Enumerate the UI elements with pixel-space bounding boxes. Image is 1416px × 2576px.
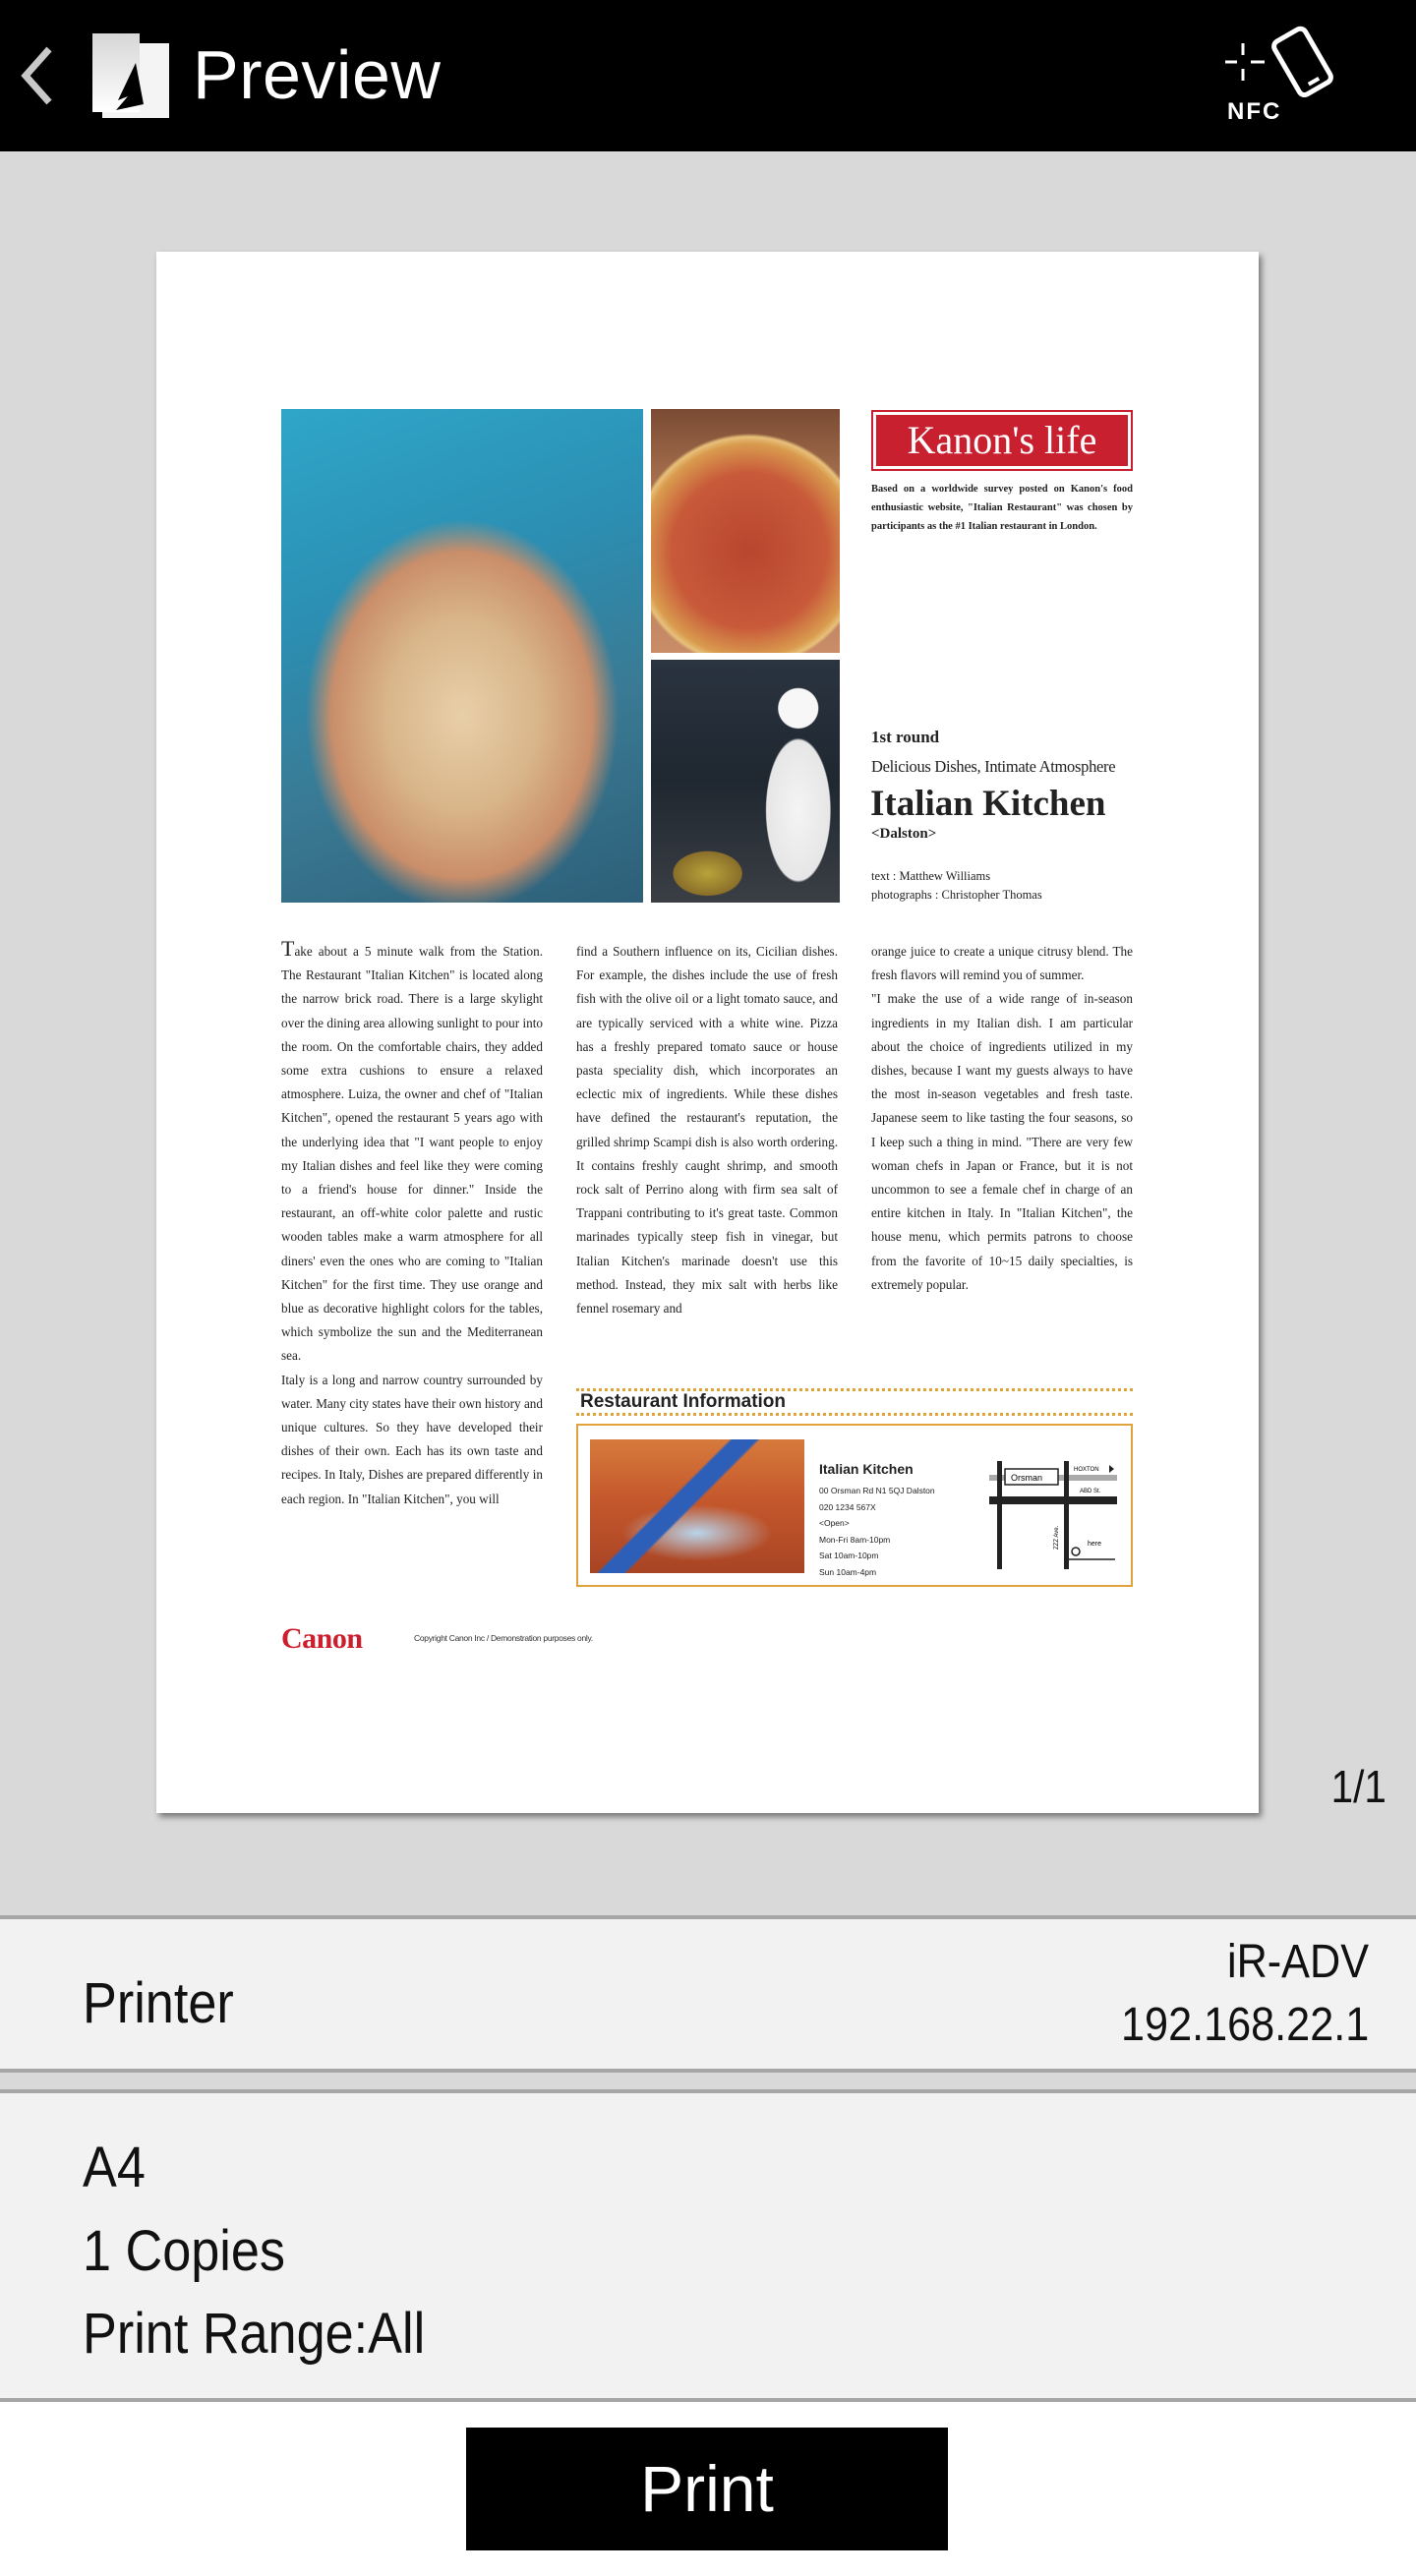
article-column-3: orange juice to create a unique citrusy blend. The fresh flavors will remind you of summer. "I make the use of a wide range of in-season ingredients in my Italian dish. I am particular about the choice of ingredients utilized in my dishes, because I want my guests always to have the most in-season vegetables and fresh taste. Japanese seem to like tasting the four seasons, so I keep such a thing in mind. "There are very few woman chefs in Japan or France, but it is not uncommon to see a female chef in charge of an entire kitchen in Italy. In "Italian Kitchen", the house menu, which permits patrons to choose from the favorite of 10~15 daily specialties, is extremely popular. xyxy=(871,944,1133,1292)
svg-text:ABD St.: ABD St. xyxy=(1080,1489,1101,1494)
kanon-blurb: Based on a worldwide survey posted on Kanon's food enthusiastic website, "Italian Restaurant" was chosen by participants as the #1 Italian restaurant in London. xyxy=(871,484,1133,532)
chef-photo xyxy=(651,660,840,903)
nfc-label: NFC xyxy=(1227,98,1282,125)
article-column-2: find a Southern influence on its, Cicilian dishes. For example, the dishes include the use of fresh fish with the olive oil or a light tomato sauce, and are typically serviced with a white wine. Pizza has a freshly prepared tomato sauce or house pasta speciality dish, which incorporates an eclectic mix of ingredients. While these dishes have defined the restaurant's reputation, the grilled shrimp Scampi dish is also worth ordering. It contains freshly caught shrimp, and smooth rock salt of Perrino along with firm sea salt of Trappani contributing to it's great taste. Common marinades typically steep fish in vinegar, but Italian Kitchen's marinade doesn't use this method. Instead, they mix salt with herbs like fennel rosemary and xyxy=(576,944,838,1317)
article-location: <Dalston> xyxy=(871,826,937,842)
kanon-banner: Kanon's life xyxy=(871,410,1133,471)
svg-text:Orsman: Orsman xyxy=(1011,1473,1043,1483)
printer-label: Printer xyxy=(83,1971,234,2035)
credit-photos: photographs : Christopher Thomas xyxy=(871,888,1042,902)
article-credits xyxy=(871,867,1042,905)
document-page-preview[interactable] xyxy=(156,252,1259,1813)
article-subtitle: Delicious Dishes, Intimate Atmosphere xyxy=(871,757,1116,776)
nfc-phone-icon xyxy=(1215,20,1343,98)
page-counter: 1/1 xyxy=(1330,1761,1386,1812)
article-title: Italian Kitchen xyxy=(870,784,1106,824)
restaurant-map xyxy=(989,1461,1117,1569)
restaurant-info-heading: Restaurant Information xyxy=(576,1388,1133,1416)
restaurant-info-box xyxy=(576,1424,1133,1587)
paper-size: A4 xyxy=(83,2136,146,2199)
document-preview-icon xyxy=(90,31,171,118)
page-title: Preview xyxy=(193,36,442,113)
copyright-text: Copyright Canon Inc / Demonstration purposes only. xyxy=(414,1633,593,1643)
back-button[interactable] xyxy=(14,41,61,110)
pasta-photo xyxy=(281,409,643,903)
printer-selector[interactable] xyxy=(0,1915,1416,2073)
preview-area xyxy=(0,151,1416,1915)
printer-name: iR-ADV xyxy=(1226,1936,1369,1988)
divider xyxy=(0,2073,1416,2089)
nfc-button[interactable] xyxy=(1215,20,1343,132)
print-settings[interactable] xyxy=(0,2089,1416,2402)
pizza-photo xyxy=(651,409,840,653)
restaurant-interior-photo xyxy=(590,1439,804,1573)
svg-text:ZZZ Ave.: ZZZ Ave. xyxy=(1054,1525,1060,1550)
print-range: Print Range:All xyxy=(83,2302,426,2366)
chevron-left-icon xyxy=(14,41,61,110)
svg-text:HOXTON: HOXTON xyxy=(1074,1467,1099,1473)
print-button[interactable]: Print xyxy=(466,2428,948,2550)
printer-ip: 192.168.22.1 xyxy=(1120,1999,1369,2051)
svg-text:here: here xyxy=(1088,1541,1102,1548)
canon-logo: Canon xyxy=(281,1622,363,1655)
dropcap: T xyxy=(281,936,295,961)
app-bar xyxy=(0,0,1416,151)
article-column-1: Take about a 5 minute walk from the Station. The Restaurant "Italian Kitchen" is located along the narrow brick road. There is a large skylight over the dining area allowing sunlight to pour into the room. On the comfortable chairs, they added some extra cushions to ensure a relaxed atmosphere. Luiza, the owner and chef of "Italian Kitchen", opened the restaurant 5 years ago with the underlying idea that "I want people to enjoy my Italian dishes and feel like they were coming to a friend's house for dinner." Inside the restaurant, an off-white color palette and rustic wooden tables make a warm atmosphere for all diners' even the ones who are coming to "Italian Kitchen" for the first time. They use orange and blue as decorative highlight colors for the tables, which symbolize the sun and the Mediterranean sea. Italy is a long and narrow country surrounded by water. Many city states have their own history and unique cultures. So they have developed their dishes of their own. Each has its own taste and recipes. In Italy, Dishes are prepared differently in each region. In "Italian Kitchen", you will xyxy=(281,936,543,1506)
round-label: 1st round xyxy=(871,728,940,746)
credit-text: text : Matthew Williams xyxy=(871,869,991,883)
restaurant-name: Italian Kitchen xyxy=(819,1461,914,1477)
copies: 1 Copies xyxy=(83,2219,286,2283)
restaurant-details: 00 Orsman Rd N1 5QJ Dalston 020 1234 567X <Open> Mon-Fri 8am-10pm Sat 10am-10pm Sun 10am-4pm xyxy=(819,1486,935,1577)
